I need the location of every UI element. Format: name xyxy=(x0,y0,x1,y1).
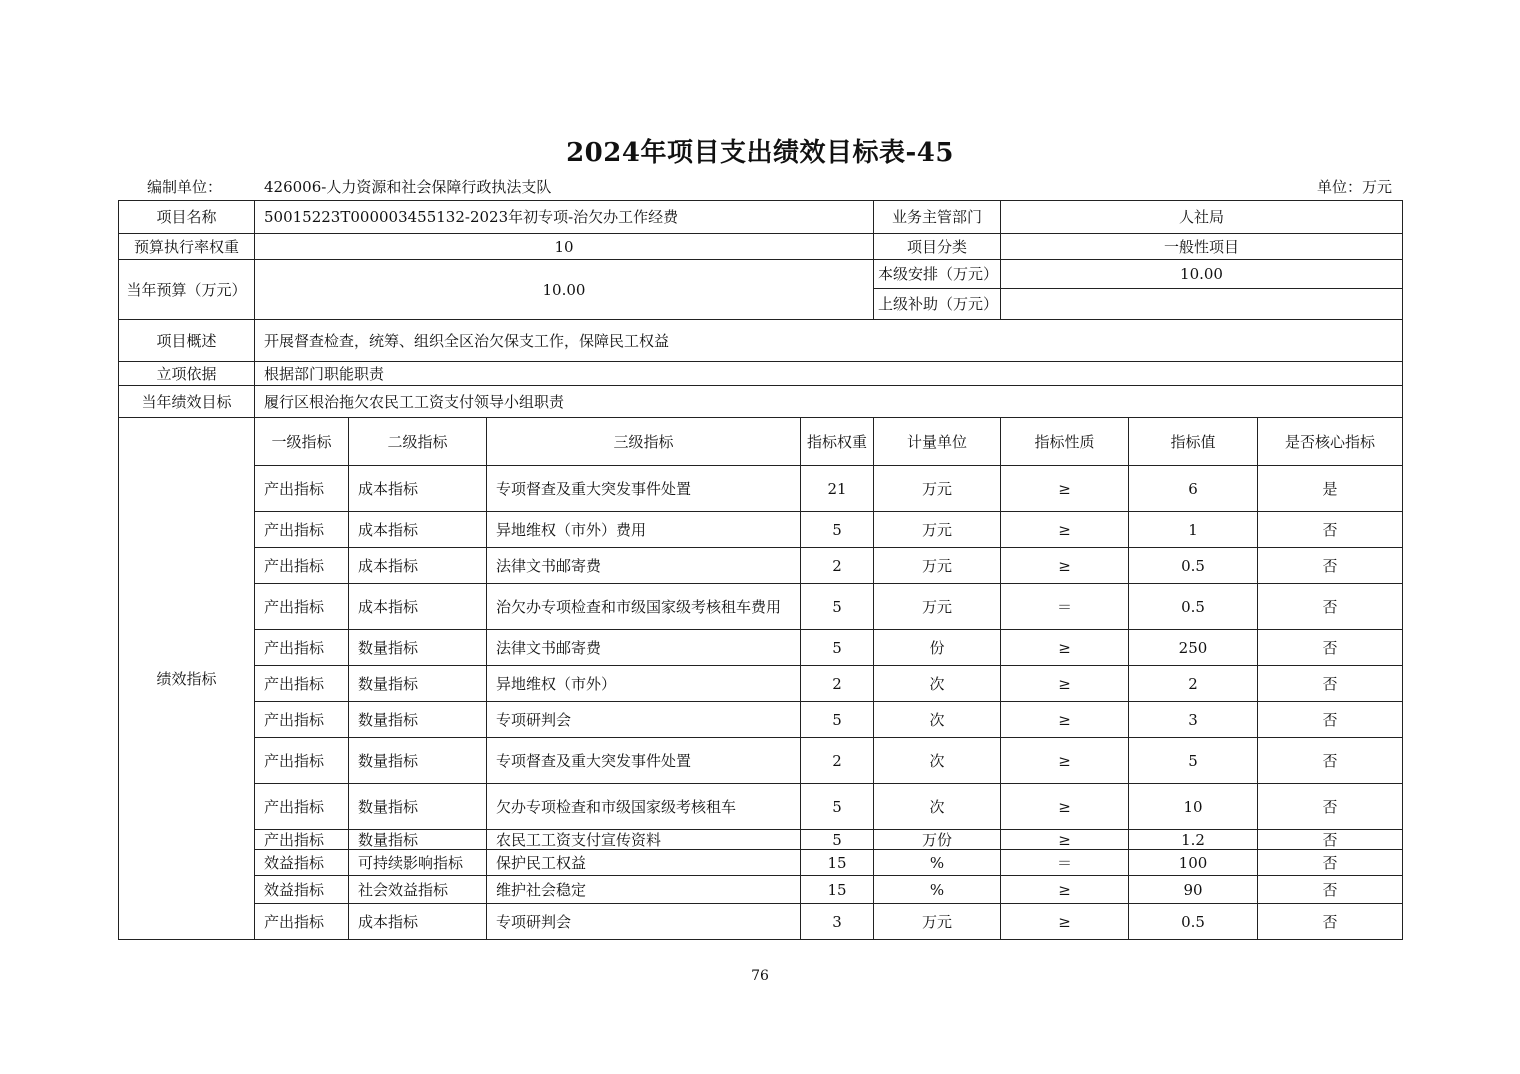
table-row xyxy=(119,830,1403,850)
weight-cell: 15 xyxy=(801,850,874,876)
value-cell: 10 xyxy=(1129,784,1258,830)
table-row xyxy=(119,702,1403,738)
dept-label: 业务主管部门 xyxy=(874,201,1001,234)
table-row xyxy=(119,666,1403,702)
table-row xyxy=(119,512,1403,548)
row-budget xyxy=(119,260,1403,289)
core-cell: 否 xyxy=(1258,850,1403,876)
table-row xyxy=(119,904,1403,940)
basis-label: 立项依据 xyxy=(119,362,255,386)
value-cell: 3 xyxy=(1129,702,1258,738)
header-weight: 指标权重 xyxy=(801,418,874,466)
unit-cell: 万元 xyxy=(874,512,1001,548)
header-level2: 二级指标 xyxy=(349,418,487,466)
level2-cell: 成本指标 xyxy=(349,548,487,584)
dept-value: 人社局 xyxy=(1001,201,1403,234)
nature-cell: ≥ xyxy=(1001,904,1129,940)
nature-cell: ≥ xyxy=(1001,784,1129,830)
value-cell: 0.5 xyxy=(1129,904,1258,940)
nature-cell: ≥ xyxy=(1001,702,1129,738)
header-level1: 一级指标 xyxy=(255,418,349,466)
level3-cell: 专项研判会 xyxy=(487,702,801,738)
level3-cell: 专项督查及重大突发事件处置 xyxy=(487,466,801,512)
local-value: 10.00 xyxy=(1001,260,1403,289)
nature-cell: ＝ xyxy=(1001,584,1129,630)
nature-cell: ≥ xyxy=(1001,630,1129,666)
unit-cell: 万元 xyxy=(874,466,1001,512)
compiler-value: 426006-人力资源和社会保障行政执法支队 xyxy=(264,178,552,196)
weight-cell: 2 xyxy=(801,666,874,702)
weight-cell: 5 xyxy=(801,830,874,850)
rate-weight-value: 10 xyxy=(255,234,874,260)
overview-value: 开展督查检查，统筹、组织全区治欠保支工作，保障民工权益 xyxy=(255,320,1403,362)
unit-cell: % xyxy=(874,876,1001,904)
value-cell: 1.2 xyxy=(1129,830,1258,850)
level1-cell: 产出指标 xyxy=(255,512,349,548)
core-cell: 否 xyxy=(1258,666,1403,702)
level1-cell: 产出指标 xyxy=(255,466,349,512)
level2-cell: 成本指标 xyxy=(349,584,487,630)
value-cell: 250 xyxy=(1129,630,1258,666)
level3-cell: 法律文书邮寄费 xyxy=(487,548,801,584)
level2-cell: 数量指标 xyxy=(349,784,487,830)
weight-cell: 21 xyxy=(801,466,874,512)
row-project-name xyxy=(119,201,1403,234)
nature-cell: ≥ xyxy=(1001,666,1129,702)
weight-cell: 2 xyxy=(801,738,874,784)
level1-cell: 产出指标 xyxy=(255,702,349,738)
unit-label: 单位：万元 xyxy=(1316,178,1392,196)
unit-cell: 万元 xyxy=(874,548,1001,584)
core-cell: 否 xyxy=(1258,830,1403,850)
level3-cell: 专项研判会 xyxy=(487,904,801,940)
level2-cell: 成本指标 xyxy=(349,466,487,512)
level1-cell: 产出指标 xyxy=(255,904,349,940)
unit-cell: 次 xyxy=(874,738,1001,784)
value-cell: 1 xyxy=(1129,512,1258,548)
project-name-value: 50015223T000003455132-2023年初专项-治欠办工作经费 xyxy=(255,201,874,234)
level3-cell: 保护民工权益 xyxy=(487,850,801,876)
unit-cell: 万元 xyxy=(874,904,1001,940)
level3-cell: 维护社会稳定 xyxy=(487,876,801,904)
core-cell: 否 xyxy=(1258,584,1403,630)
indicators-label: 绩效指标 xyxy=(119,418,255,940)
table-row xyxy=(119,584,1403,630)
table-row xyxy=(119,466,1403,512)
level3-cell: 欠办专项检查和市级国家级考核租车 xyxy=(487,784,801,830)
core-cell: 否 xyxy=(1258,784,1403,830)
budget-label: 当年预算（万元） xyxy=(119,260,255,320)
level2-cell: 社会效益指标 xyxy=(349,876,487,904)
level3-cell: 治欠办专项检查和市级国家级考核租车费用 xyxy=(487,584,801,630)
budget-value: 10.00 xyxy=(255,260,874,320)
weight-cell: 5 xyxy=(801,784,874,830)
header-unit: 计量单位 xyxy=(874,418,1001,466)
table-row xyxy=(119,784,1403,830)
basis-value: 根据部门职能职责 xyxy=(255,362,1403,386)
compiler-label: 编制单位： xyxy=(147,178,223,196)
category-value: 一般性项目 xyxy=(1001,234,1403,260)
header-value: 指标值 xyxy=(1129,418,1258,466)
weight-cell: 5 xyxy=(801,630,874,666)
value-cell: 2 xyxy=(1129,666,1258,702)
nature-cell: ≥ xyxy=(1001,548,1129,584)
unit-cell: 万元 xyxy=(874,584,1001,630)
level1-cell: 产出指标 xyxy=(255,548,349,584)
level2-cell: 数量指标 xyxy=(349,702,487,738)
row-goal xyxy=(119,386,1403,418)
level2-cell: 数量指标 xyxy=(349,738,487,784)
level2-cell: 可持续影响指标 xyxy=(349,850,487,876)
core-cell: 否 xyxy=(1258,512,1403,548)
level2-cell: 成本指标 xyxy=(349,904,487,940)
row-rate-weight xyxy=(119,234,1403,260)
unit-cell: 份 xyxy=(874,630,1001,666)
weight-cell: 5 xyxy=(801,584,874,630)
core-cell: 否 xyxy=(1258,904,1403,940)
table-row xyxy=(119,850,1403,876)
level3-cell: 异地维权（市外） xyxy=(487,666,801,702)
nature-cell: ＝ xyxy=(1001,850,1129,876)
local-label: 本级安排（万元） xyxy=(874,260,1001,289)
table-row xyxy=(119,548,1403,584)
nature-cell: ≥ xyxy=(1001,876,1129,904)
table-row xyxy=(119,630,1403,666)
core-cell: 否 xyxy=(1258,738,1403,784)
value-cell: 6 xyxy=(1129,466,1258,512)
level2-cell: 成本指标 xyxy=(349,512,487,548)
weight-cell: 5 xyxy=(801,702,874,738)
page-title: 2024年项目支出绩效目标表-45 xyxy=(566,138,954,168)
header-level3: 三级指标 xyxy=(487,418,801,466)
overview-label: 项目概述 xyxy=(119,320,255,362)
header-nature: 指标性质 xyxy=(1001,418,1129,466)
unit-cell: 万份 xyxy=(874,830,1001,850)
core-cell: 否 xyxy=(1258,630,1403,666)
upper-value xyxy=(1001,289,1403,320)
value-cell: 90 xyxy=(1129,876,1258,904)
core-cell: 否 xyxy=(1258,548,1403,584)
indicator-header-row xyxy=(119,418,1403,466)
level1-cell: 效益指标 xyxy=(255,850,349,876)
weight-cell: 15 xyxy=(801,876,874,904)
value-cell: 100 xyxy=(1129,850,1258,876)
page-number: 76 xyxy=(751,968,769,984)
nature-cell: ≥ xyxy=(1001,738,1129,784)
weight-cell: 5 xyxy=(801,512,874,548)
level3-cell: 异地维权（市外）费用 xyxy=(487,512,801,548)
unit-cell: % xyxy=(874,850,1001,876)
core-cell: 是 xyxy=(1258,466,1403,512)
core-cell: 否 xyxy=(1258,876,1403,904)
unit-cell: 次 xyxy=(874,784,1001,830)
level2-cell: 数量指标 xyxy=(349,666,487,702)
value-cell: 5 xyxy=(1129,738,1258,784)
table-row xyxy=(119,738,1403,784)
project-name-label: 项目名称 xyxy=(119,201,255,234)
performance-table xyxy=(118,200,1403,940)
core-cell: 否 xyxy=(1258,702,1403,738)
category-label: 项目分类 xyxy=(874,234,1001,260)
level3-cell: 专项督查及重大突发事件处置 xyxy=(487,738,801,784)
level2-cell: 数量指标 xyxy=(349,830,487,850)
nature-cell: ≥ xyxy=(1001,512,1129,548)
level2-cell: 数量指标 xyxy=(349,630,487,666)
level1-cell: 产出指标 xyxy=(255,784,349,830)
row-overview xyxy=(119,320,1403,362)
table-row xyxy=(119,876,1403,904)
level1-cell: 产出指标 xyxy=(255,738,349,784)
level1-cell: 产出指标 xyxy=(255,630,349,666)
rate-weight-label: 预算执行率权重 xyxy=(119,234,255,260)
header-core: 是否核心指标 xyxy=(1258,418,1403,466)
level1-cell: 效益指标 xyxy=(255,876,349,904)
nature-cell: ≥ xyxy=(1001,466,1129,512)
level1-cell: 产出指标 xyxy=(255,666,349,702)
weight-cell: 3 xyxy=(801,904,874,940)
unit-cell: 次 xyxy=(874,702,1001,738)
value-cell: 0.5 xyxy=(1129,584,1258,630)
upper-label: 上级补助（万元） xyxy=(874,289,1001,320)
goal-label: 当年绩效目标 xyxy=(119,386,255,418)
value-cell: 0.5 xyxy=(1129,548,1258,584)
nature-cell: ≥ xyxy=(1001,830,1129,850)
weight-cell: 2 xyxy=(801,548,874,584)
unit-cell: 次 xyxy=(874,666,1001,702)
level1-cell: 产出指标 xyxy=(255,584,349,630)
level3-cell: 法律文书邮寄费 xyxy=(487,630,801,666)
goal-value: 履行区根治拖欠农民工工资支付领导小组职责 xyxy=(255,386,1403,418)
level1-cell: 产出指标 xyxy=(255,830,349,850)
row-basis xyxy=(119,362,1403,386)
level3-cell: 农民工工资支付宣传资料 xyxy=(487,830,801,850)
